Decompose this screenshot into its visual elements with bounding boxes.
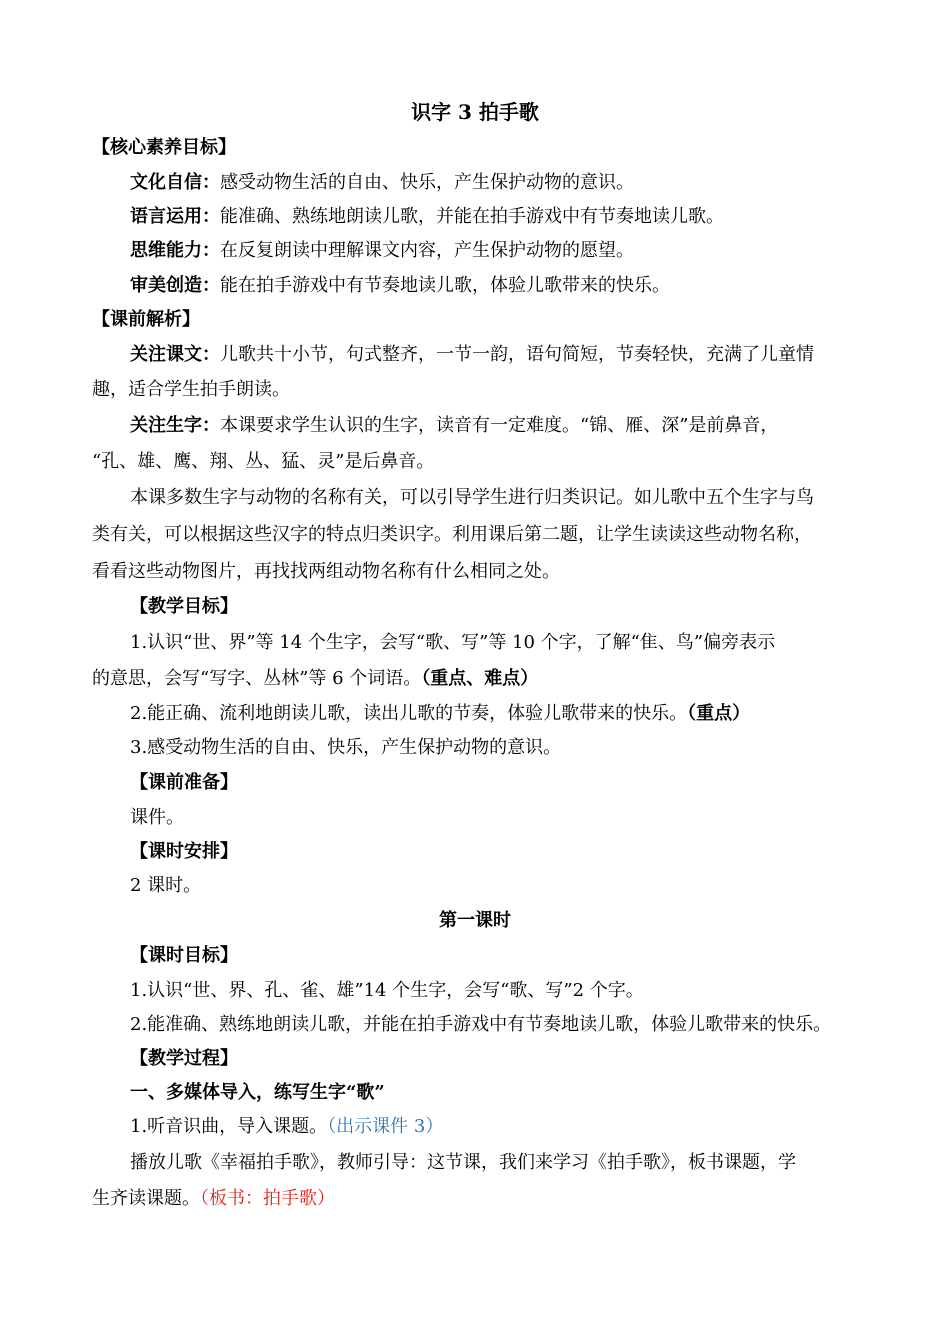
- goal-label: 语言运用：: [130, 206, 220, 227]
- step1-item: [130, 1114, 862, 1140]
- objective-tag: （重点、难点）: [421, 668, 539, 689]
- section-heading-process: 【教学过程】: [130, 1048, 238, 1069]
- lesson-title: 第一课时: [439, 910, 511, 931]
- objective-text: 2.能正确、流利地朗读儿歌，读出儿歌的节奏，体验儿歌带来的快乐。: [130, 703, 688, 724]
- analysis-para-line1: 本课多数生字与动物的名称有关，可以引导学生进行归类识记。如儿歌中五个生字与鸟: [130, 487, 814, 508]
- goal-label: 审美创造：: [130, 275, 220, 296]
- analysis-text: 儿歌共十小节，句式整齐，一节一韵，语句简短，节奏轻快，充满了儿童情: [220, 344, 814, 365]
- step1-paragraph-line2: [92, 1186, 862, 1212]
- lesson-goal-1: 1.认识“世、界、孔、雀、雄”14 个生字，会写“歌、写”2 个字。: [130, 980, 644, 1001]
- goal-thinking: [130, 238, 862, 264]
- analysis-text-line2: 趣，适合学生拍手朗读。: [92, 379, 290, 400]
- objective-1-line1: 1.认识“世、界”等 14 个生字，会写“歌、写”等 10 个字，了解“隹、鸟”偏旁表示: [130, 632, 776, 653]
- analysis-char-line2: “孔、雄、鹰、翔、丛、猛、灵”是后鼻音。: [92, 451, 435, 472]
- objective-tag: （重点）: [687, 703, 751, 724]
- analysis-char-line1: [130, 413, 862, 439]
- goal-label: 思维能力：: [130, 240, 220, 261]
- section-heading-prep: 【课前准备】: [130, 772, 238, 793]
- analysis-para-line3: 看看这些动物图片，再找找两组动物名称有什么相同之处。: [92, 561, 560, 582]
- goal-label: 文化自信：: [130, 172, 220, 193]
- objective-1-line2: [92, 666, 862, 692]
- objective-3: 3.感受动物生活的自由、快乐，产生保护动物的意识。: [130, 737, 562, 758]
- step1-paragraph-text: 生齐读课题。: [92, 1188, 200, 1209]
- step1-title: 一、多媒体导入，练写生字“歌”: [130, 1082, 385, 1103]
- section-heading-core-goals: 【核心素养目标】: [92, 137, 236, 158]
- section-heading-objectives: 【教学目标】: [130, 596, 238, 617]
- prep-text: 课件。: [130, 807, 184, 828]
- goal-aesthetic: [130, 273, 862, 299]
- objective-2: [130, 701, 862, 727]
- objective-text: 的意思，会写“写字、丛林”等 6 个词语。: [92, 668, 422, 689]
- goal-text: 感受动物生活的自由、快乐，产生保护动物的意识。: [220, 172, 634, 193]
- page-title: 识字 3 拍手歌: [411, 100, 539, 124]
- section-heading-analysis: 【课前解析】: [92, 309, 200, 330]
- lesson-goal-2: 2.能准确、熟练地朗读儿歌，并能在拍手游戏中有节奏地读儿歌，体验儿歌带来的快乐。: [130, 1014, 832, 1035]
- section-heading-schedule: 【课时安排】: [130, 841, 238, 862]
- schedule-text: 2 课时。: [130, 875, 202, 896]
- analysis-label: 关注课文：: [130, 344, 220, 365]
- analysis-text: 本课要求学生认识的生字，读音有一定难度。“锦、雁、深”是前鼻音，: [220, 415, 779, 436]
- goal-text: 能在拍手游戏中有节奏地读儿歌，体验儿歌带来的快乐。: [220, 275, 670, 296]
- goal-culture: [130, 170, 862, 196]
- analysis-text-line1: [130, 342, 862, 368]
- blackboard-note: （板书：拍手歌）: [200, 1188, 335, 1209]
- goal-text: 能准确、熟练地朗读儿歌，并能在拍手游戏中有节奏地读儿歌。: [220, 206, 724, 227]
- analysis-label: 关注生字：: [130, 415, 220, 436]
- section-heading-lesson-goals: 【课时目标】: [130, 945, 238, 966]
- step1-item-text: 1.听音识曲，导入课题。: [130, 1116, 328, 1137]
- courseware-note: （出示课件 3）: [327, 1116, 444, 1137]
- goal-text: 在反复朗读中理解课文内容，产生保护动物的愿望。: [220, 240, 634, 261]
- analysis-para-line2: 类有关，可以根据这些汉字的特点归类识字。利用课后第二题，让学生读读这些动物名称，: [92, 524, 812, 545]
- goal-language: [130, 204, 862, 230]
- step1-paragraph-line1: 播放儿歌《幸福拍手歌》，教师引导：这节课，我们来学习《拍手歌》，板书课题，学: [130, 1152, 796, 1173]
